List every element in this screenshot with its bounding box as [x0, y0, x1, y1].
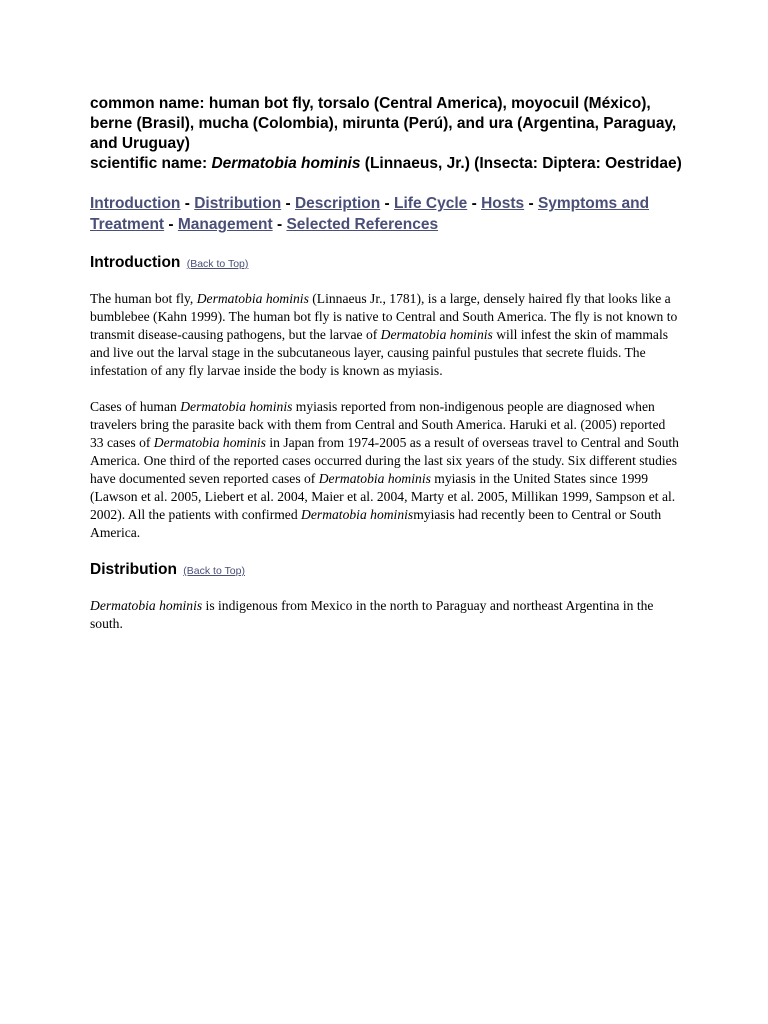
common-name-text: human bot fly, torsalo (Central America), moyocuil (México), berne (Brasil), mucha (Colombia), mirunta (Perú), and ura (Argentina, Paraguay, and Uruguay): [90, 95, 677, 152]
species-name: Dermatobia hominis: [380, 327, 493, 342]
species-name: Dermatobia hominis: [153, 435, 266, 450]
scientific-name-label: scientific name:: [90, 155, 208, 172]
common-name-label: common name:: [90, 95, 205, 112]
text-run: (Linnaeus Jr., 1781), is a large, densely haired fly that looks like a bumblebee (Kahn 1999). The human bot fly is native to Central and South America. The fly is not known to transmit disease-causing pathogens, but the larvae of: [90, 291, 678, 342]
nav-separator: -: [471, 195, 477, 212]
section-distribution: [90, 560, 682, 633]
nav-separator: -: [528, 195, 534, 212]
nav-separator: -: [184, 195, 190, 212]
nav-link-description[interactable]: Description: [294, 195, 381, 212]
nav-separator: -: [285, 195, 291, 212]
species-name: Dermatobia hominis: [301, 507, 414, 522]
species-name: Dermatobia hominis: [180, 399, 293, 414]
scientific-name-line: [90, 154, 682, 174]
text-run: is indigenous from Mexico in the north to Paraguay and northeast Argentina in the south.: [90, 598, 654, 631]
distribution-paragraph-1: [90, 597, 682, 633]
text-run: myiasis in the United States since 1999 (Lawson et al. 2005, Liebert et al. 2004, Maier et al. 2004, Marty et al. 2005, Millikan 1999, Sampson et al. 2002). All the patients with confirmed: [90, 471, 676, 522]
species-header: [90, 94, 682, 174]
text-run: myiasis reported from non-indigenous people are diagnosed when travelers bring the parasite back with them from Central and South America. Haruki et al. (2005) reported 33 cases of: [90, 399, 666, 450]
nav-link-selected-references[interactable]: Selected References: [286, 216, 439, 233]
nav-link-life-cycle[interactable]: Life Cycle: [394, 195, 468, 212]
nav-link-introduction[interactable]: Introduction: [90, 195, 181, 212]
section-introduction: [90, 253, 682, 542]
species-name: Dermatobia hominis: [90, 598, 203, 613]
back-to-top-link[interactable]: (Back to Top): [186, 258, 249, 270]
species-name: Dermatobia hominis: [318, 471, 431, 486]
scientific-name: Dermatobia hominis: [211, 155, 361, 172]
article: [90, 94, 682, 633]
distribution-heading: Distribution: [90, 561, 177, 578]
common-name-line: [90, 94, 682, 154]
section-title-distribution: [90, 560, 682, 581]
nav-link-symptoms-and-treatment[interactable]: Symptoms and Treatment: [90, 195, 650, 233]
text-run: The human bot fly,: [90, 291, 197, 306]
nav-link-distribution[interactable]: Distribution: [194, 195, 282, 212]
section-nav: [90, 193, 682, 235]
introduction-heading: Introduction: [90, 254, 181, 271]
section-title-introduction: [90, 253, 682, 274]
text-run: Cases of human: [90, 399, 181, 414]
text-run: myiasis had recently been to Central or South America.: [90, 507, 662, 540]
text-run: in Japan from 1974-2005 as a result of overseas travel to Central and South America. One third of the reported cases occurred during the last six years of the study. Six different studies have documented seven reported cases of: [90, 435, 679, 486]
scientific-name-rest: (Linnaeus, Jr.) (Insecta: Diptera: Oestridae): [364, 155, 682, 172]
text-run: will infest the skin of mammals and live out the larval stage in the subcutaneous layer, causing painful pustules that secrete fluids. The infestation of any fly larvae inside the body is known as myiasis.: [90, 327, 669, 378]
nav-separator: -: [276, 216, 283, 233]
nav-separator: -: [168, 216, 174, 233]
nav-link-hosts[interactable]: Hosts: [481, 195, 525, 212]
introduction-paragraph-1: [90, 290, 682, 380]
introduction-paragraph-2: [90, 398, 682, 542]
nav-link-management[interactable]: Management: [177, 216, 273, 233]
back-to-top-link[interactable]: (Back to Top): [183, 565, 245, 577]
species-name: Dermatobia hominis: [196, 291, 309, 306]
nav-separator: -: [384, 195, 390, 212]
